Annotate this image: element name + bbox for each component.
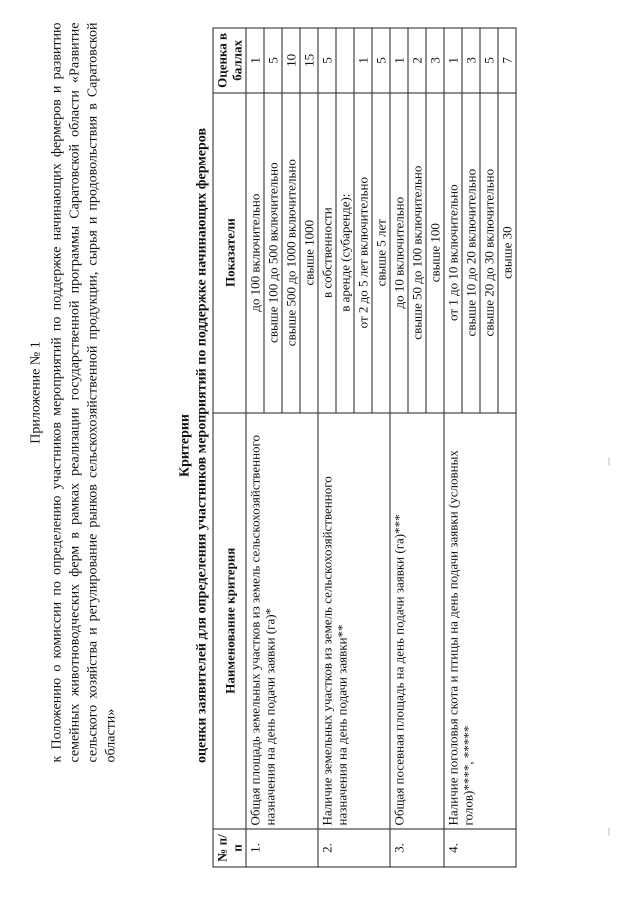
scan-speck: [608, 457, 609, 465]
indicator-cell: свыше 1000: [300, 92, 318, 412]
indicator-cell: свыше 100 до 500 включительно: [264, 92, 282, 412]
score-cell: 5: [318, 28, 336, 93]
indicator-cell: до 10 включительно: [390, 92, 408, 412]
score-cell: 3: [462, 28, 480, 93]
criterion-name: Наличие поголовья скота и птицы на день подачи заявки (условных голов)****, *****: [444, 412, 516, 828]
scan-speck: [608, 827, 609, 835]
criterion-name: Общая площадь земельных участков из земель сельскохозяйственного назначения на день подачи заявки (га)*: [246, 412, 318, 828]
score-cell: 7: [498, 28, 516, 93]
indicator-cell: свыше 5 лет: [372, 92, 390, 412]
header-indicators: Показатели: [213, 92, 246, 412]
score-cell: 10: [282, 28, 300, 93]
score-cell: 1: [444, 28, 462, 93]
indicator-cell: свыше 500 до 1000 включительно: [282, 92, 300, 412]
indicator-cell: свыше 10 до 20 включительно: [462, 92, 480, 412]
score-cell: 5: [264, 28, 282, 93]
indicator-cell: свыше 50 до 100 включительно: [408, 92, 426, 412]
score-cell: 3: [426, 28, 444, 93]
indicator-cell: в аренде (субаренде):: [336, 92, 354, 412]
criterion-number: 2.: [318, 828, 390, 866]
criterion-name: Общая посевная площадь на день подачи заявки (га)***: [390, 412, 444, 828]
score-cell: 1: [354, 28, 372, 93]
criterion-name: Наличие земельных участков из земель сельскохозяйственного назначения на день подачи заявки**: [318, 412, 390, 828]
criteria-title: Критерии: [177, 413, 192, 477]
indicator-cell: свыше 30: [498, 92, 516, 412]
indicator-cell: от 1 до 10 включительно: [444, 92, 462, 412]
appendix-block: [28, 22, 120, 762]
score-cell: 15: [300, 28, 318, 93]
header-num: № п/п: [213, 828, 246, 866]
indicator-cell: до 100 включительно: [246, 92, 264, 412]
header-name: Наименование критерия: [213, 412, 246, 828]
table-row: [318, 28, 336, 867]
table-row: [246, 28, 264, 867]
table-header-row: [213, 28, 246, 867]
score-cell: 2: [408, 28, 426, 93]
indicator-cell: свыше 100: [426, 92, 444, 412]
score-cell: 5: [372, 28, 390, 93]
criteria-table: [212, 27, 516, 867]
table-body: [246, 28, 516, 867]
appendix-text: к Положению о комиссии по определению участников мероприятий по поддержке начинающих фермеров и развитию семейных животноводческих ферм в рамках реализации государственной программы Саратовской области «Развитие сельского хозяйства и регулирование рынков сельскохозяйственной продукции, сырья и продовольствия в Саратовской области»: [49, 22, 119, 762]
criterion-number: 1.: [246, 828, 318, 866]
table-row: [390, 28, 408, 867]
score-cell: 5: [480, 28, 498, 93]
score-cell: 1: [246, 28, 264, 93]
score-cell: 1: [390, 28, 408, 93]
header-score: Оценка в баллах: [213, 28, 246, 93]
indicator-cell: в собственности: [318, 92, 336, 412]
table-row: [444, 28, 462, 867]
criterion-number: 4.: [444, 828, 516, 866]
appendix-title: Приложение № 1: [28, 340, 43, 444]
indicator-cell: свыше 20 до 30 включительно: [480, 92, 498, 412]
criteria-heading: [176, 25, 210, 865]
indicator-cell: от 2 до 5 лет включительно: [354, 92, 372, 412]
criterion-number: 3.: [390, 828, 444, 866]
criteria-subtitle: оценки заявителей для определения участников мероприятий по поддержке начинающих фермеров: [194, 127, 209, 763]
score-cell: [336, 28, 354, 93]
